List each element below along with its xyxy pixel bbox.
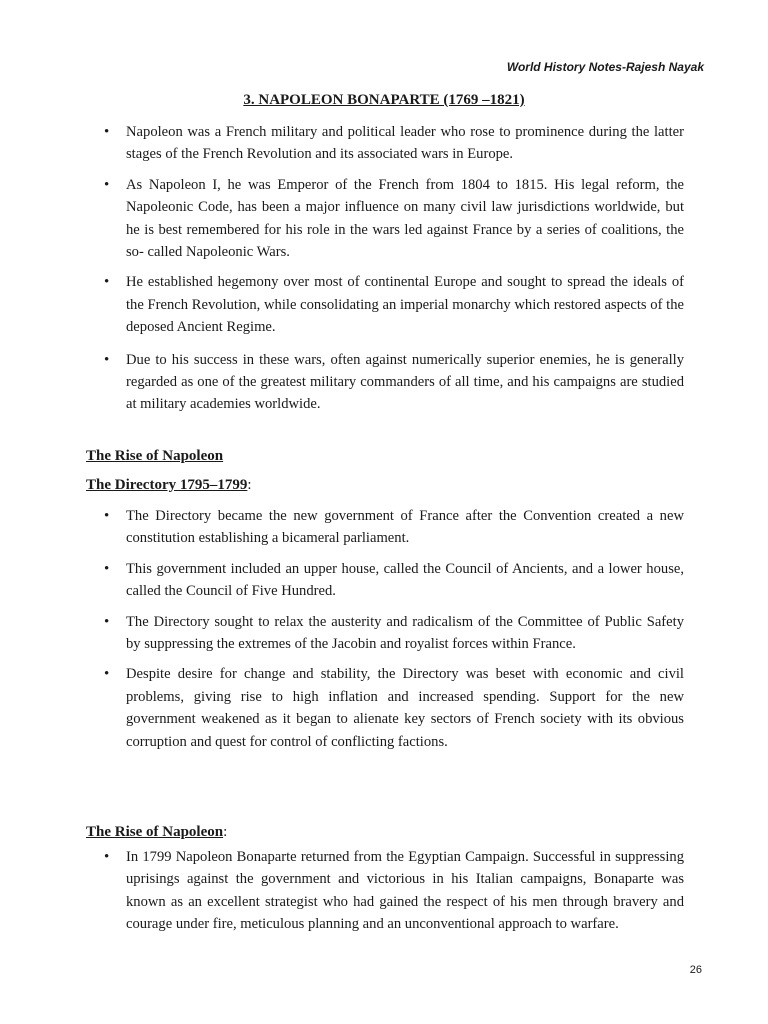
list-item: • Due to his success in these wars, often against numerically superior enemies, he is generally regarded as one of the greatest military commanders of all time, and his campaigns are studied at military academies worldwide. <box>104 349 684 416</box>
section-heading-text: The Rise of Napoleon <box>86 824 224 840</box>
heading-colon: : <box>247 477 252 493</box>
list-item: • Napoleon was a French military and political leader who rose to prominence during the latter stages of the French Revolution and its associated wars in Europe. <box>104 121 684 166</box>
list-item: • The Directory became the new government of France after the Convention created a new constitution establishing a bicameral parliament. <box>104 505 684 550</box>
section-heading-text: The Rise of Napoleon <box>86 448 224 464</box>
page-title: 3. NAPOLEON BONAPARTE (1769 –1821) <box>243 92 525 108</box>
section-heading-rise-2 <box>86 824 227 841</box>
list-item: • As Napoleon I, he was Emperor of the French from 1804 to 1815. His legal reform, the Napoleonic Code, has been a major influence on many civil law jurisdictions worldwide, but he is best remembered for his role in the wars led against France by a series of coalitions, the so- called Napoleonic Wars. <box>104 174 684 264</box>
list-item: • Despite desire for change and stability, the Directory was beset with economic and civil problems, giving rise to high inflation and increased spending. Support for the new government weakened as it began to alienate key sectors of French society with its obvious corruption and quest for control of conflicting factions. <box>104 663 684 753</box>
list-item: • The Directory sought to relax the austerity and radicalism of the Committee of Public Safety by suppressing the extremes of the Jacobin and royalist forces within France. <box>104 611 684 656</box>
intro-bullet-list <box>104 121 684 416</box>
rise-bullet-list <box>104 846 684 936</box>
page-number: 26 <box>689 964 702 976</box>
page-header: World History Notes-Rajesh Nayak <box>506 60 704 74</box>
heading-colon: : <box>223 824 228 840</box>
directory-bullet-list <box>104 505 684 753</box>
section-heading-text: The Directory 1795–1799 <box>86 477 248 493</box>
list-item: • In 1799 Napoleon Bonaparte returned from the Egyptian Campaign. Successful in suppressing uprisings against the government and victorious in his Italian campaigns, Bonaparte was known as an excellent strategist who had gained the respect of his men through bravery and courage under fire, meticulous planning and an unconventional approach to warfare. <box>104 846 684 936</box>
section-heading-directory <box>86 477 252 494</box>
section-heading-rise <box>86 448 223 465</box>
list-item: • He established hegemony over most of continental Europe and sought to spread the ideals of the French Revolution, while consolidating an imperial monarchy which restored aspects of the deposed Ancient Regime. <box>104 271 684 338</box>
list-item: • This government included an upper house, called the Council of Ancients, and a lower house, called the Council of Five Hundred. <box>104 558 684 603</box>
